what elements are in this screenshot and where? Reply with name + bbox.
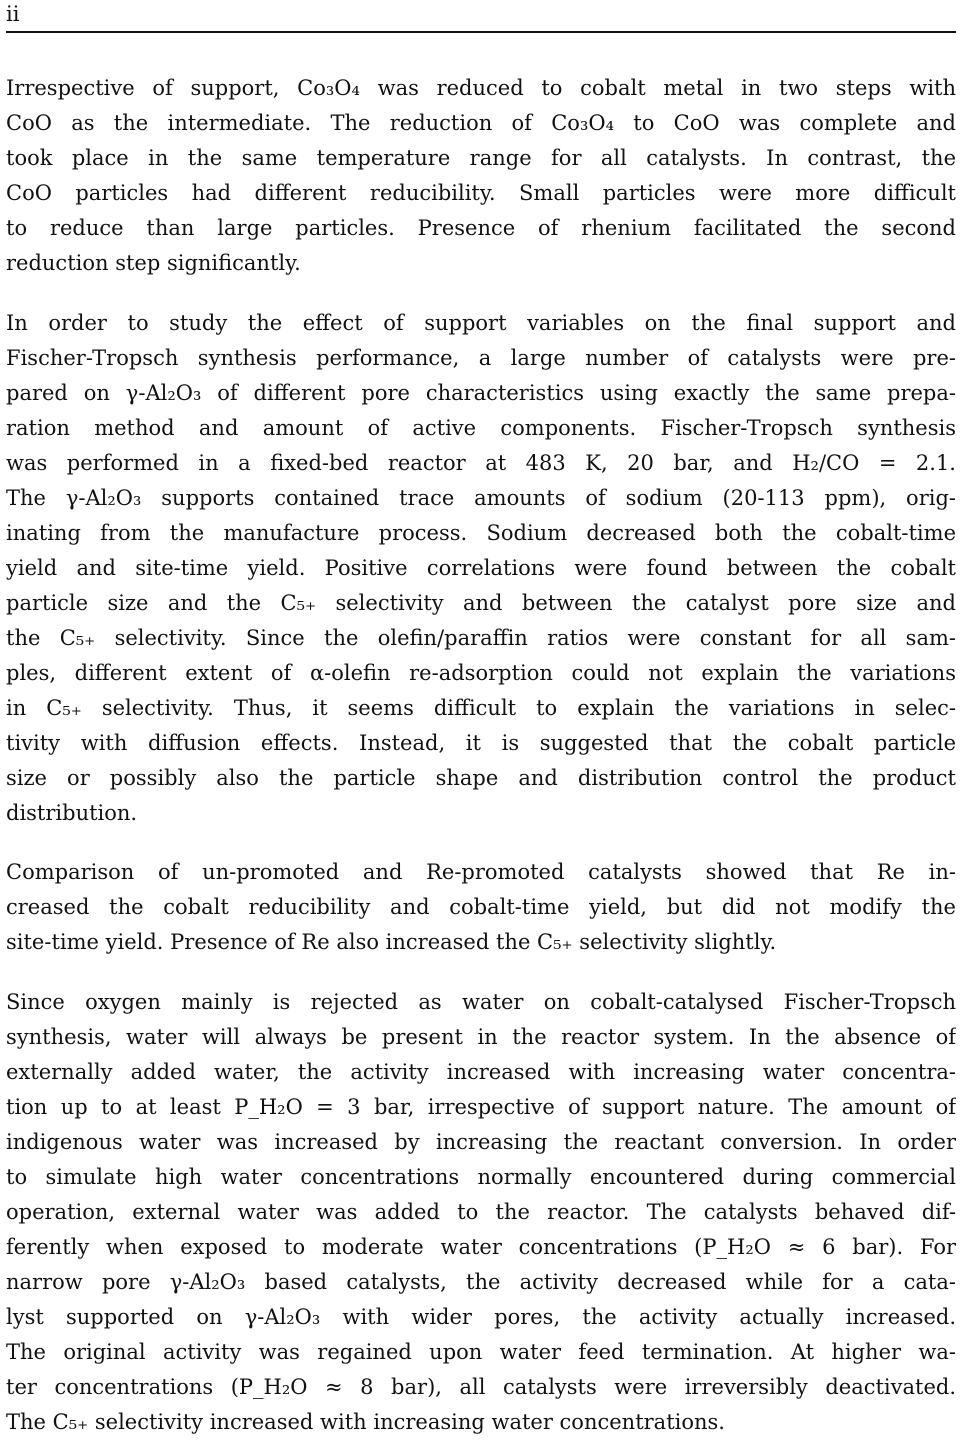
text-line: Comparison of un-promoted and Re-promoted catalysts showed that Re in- — [6, 860, 956, 884]
text-line: indigenous water was increased by increasing the reactant conversion. In order — [6, 1130, 956, 1154]
text-line: pared on γ-Al₂O₃ of different pore characteristics using exactly the same prepa- — [6, 381, 956, 405]
text-line: ration method and amount of active components. Fischer-Tropsch synthesis — [6, 416, 956, 440]
paragraph-support-variables — [6, 306, 956, 831]
text-line: ples, different extent of α-olefin re-adsorption could not explain the variations — [6, 661, 956, 685]
text-line: distribution. — [6, 801, 138, 825]
text-line: tion up to at least P_H₂O = 3 bar, irrespective of support nature. The amount of — [6, 1095, 956, 1119]
text-line: site-time yield. Presence of Re also increased the C₅₊ selectivity slightly. — [6, 930, 777, 954]
text-line: ferently when exposed to moderate water concentrations (P_H₂O ≈ 6 bar). For — [6, 1235, 956, 1259]
text-line: synthesis, water will always be present in the reactor system. In the absence of — [6, 1025, 956, 1049]
text-line: tivity with diffusion effects. Instead, it is suggested that the cobalt particle — [6, 731, 956, 755]
paragraph-water-effect — [6, 985, 956, 1440]
text-line: inating from the manufacture process. Sodium decreased both the cobalt-time — [6, 521, 956, 545]
text-line: Irrespective of support, Co₃O₄ was reduced to cobalt metal in two steps with — [6, 76, 956, 100]
text-line: The C₅₊ selectivity increased with increasing water concentrations. — [6, 1410, 725, 1434]
paragraph-reduction — [6, 71, 956, 281]
text-line: yield and site-time yield. Positive correlations were found between the cobalt — [6, 556, 956, 580]
text-line: took place in the same temperature range for all catalysts. In contrast, the — [6, 146, 956, 170]
text-line: to reduce than large particles. Presence of rhenium facilitated the second — [6, 216, 956, 240]
text-line: in C₅₊ selectivity. Thus, it seems difficult to explain the variations in selec- — [6, 696, 956, 720]
text-line: CoO as the intermediate. The reduction of Co₃O₄ to CoO was complete and — [6, 111, 956, 135]
text-line: In order to study the effect of support variables on the final support and — [6, 311, 956, 335]
text-line: externally added water, the activity increased with increasing water concentra- — [6, 1060, 956, 1084]
text-line: narrow pore γ-Al₂O₃ based catalysts, the activity decreased while for a cata- — [6, 1270, 956, 1294]
text-line: Since oxygen mainly is rejected as water on cobalt-catalysed Fischer-Tropsch — [6, 990, 956, 1014]
text-line: particle size and the C₅₊ selectivity and between the catalyst pore size and — [6, 591, 956, 615]
text-line: Fischer-Tropsch synthesis performance, a large number of catalysts were pre- — [6, 346, 956, 370]
text-line: CoO particles had different reducibility. Small particles were more difficult — [6, 181, 956, 205]
text-line: was performed in a fixed-bed reactor at 483 K, 20 bar, and H₂/CO = 2.1. — [6, 451, 956, 475]
text-line: creased the cobalt reducibility and cobalt-time yield, but did not modify the — [6, 895, 956, 919]
text-line: the C₅₊ selectivity. Since the olefin/paraffin ratios were constant for all sam- — [6, 626, 956, 650]
text-line: operation, external water was added to the reactor. The catalysts behaved dif- — [6, 1200, 956, 1224]
text-line: lyst supported on γ-Al₂O₃ with wider pores, the activity actually increased. — [6, 1305, 956, 1329]
page-number: ii — [6, 2, 20, 26]
text-line: reduction step significantly. — [6, 251, 301, 275]
text-line: to simulate high water concentrations normally encountered during commercial — [6, 1165, 956, 1189]
paragraph-re-promotion — [6, 855, 956, 960]
text-line: size or possibly also the particle shape and distribution control the product — [6, 766, 956, 790]
page-header — [6, 0, 956, 33]
text-line: The γ-Al₂O₃ supports contained trace amounts of sodium (20-113 ppm), orig- — [6, 486, 956, 510]
text-line: ter concentrations (P_H₂O ≈ 8 bar), all catalysts were irreversibly deactivated. — [6, 1375, 956, 1399]
text-line: The original activity was regained upon water feed termination. At higher wa- — [6, 1340, 956, 1364]
